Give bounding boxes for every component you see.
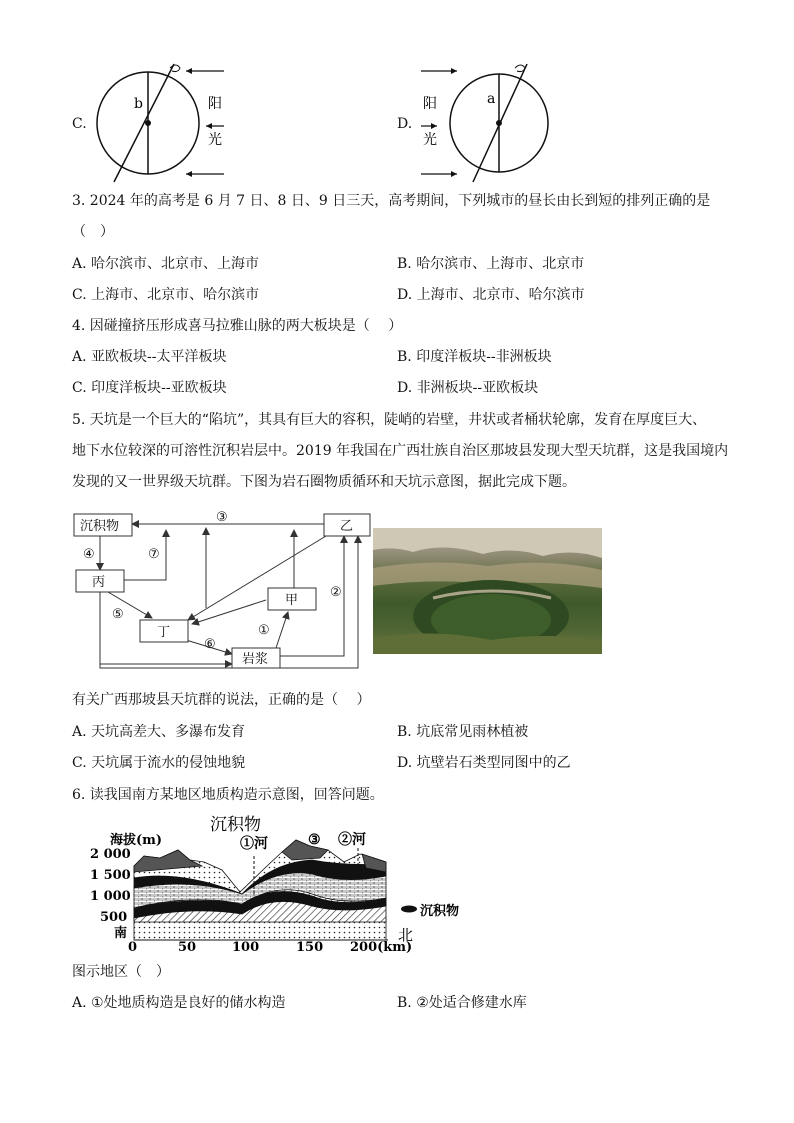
q5-option-b[interactable]: B. 坑底常见雨林植被 bbox=[397, 724, 529, 740]
label-ding: 丁 bbox=[157, 625, 171, 640]
river-1-label: ①河 bbox=[240, 836, 268, 852]
q6-option-b[interactable]: B. ②处适合修建水库 bbox=[397, 995, 527, 1011]
q3-option-b[interactable]: B. 哈尔滨市、上海市、北京市 bbox=[397, 256, 585, 272]
label-jia: 甲 bbox=[285, 593, 299, 608]
q3-option-d[interactable]: D. 上海市、北京市、哈尔滨市 bbox=[397, 287, 585, 303]
xtick-100: 100 bbox=[232, 940, 260, 955]
option-c-letter: C. bbox=[72, 116, 87, 132]
south-label: 南 bbox=[114, 926, 128, 941]
sunlight-label-2: 光 bbox=[208, 132, 222, 148]
num-4: ④ bbox=[83, 547, 95, 562]
sediment-title: 沉积物 bbox=[210, 815, 261, 835]
q6-option-a[interactable]: A. ①处地质构造是良好的储水构造 bbox=[72, 995, 286, 1011]
sunlight-label-2: 光 bbox=[423, 132, 437, 148]
q3-option-c[interactable]: C. 上海市、北京市、哈尔滨市 bbox=[72, 287, 260, 303]
q4-stem: 4. 因碰撞挤压形成喜马拉雅山脉的两大板块是（ ） bbox=[72, 318, 403, 334]
option-d-letter: D. bbox=[397, 116, 413, 132]
num-3: ③ bbox=[216, 510, 228, 525]
q5-question: 有关广西那坡县天坑群的说法，正确的是（ ） bbox=[72, 692, 371, 708]
peak-3-label: ③ bbox=[308, 832, 321, 848]
q6-question: 图示地区（ ） bbox=[72, 964, 170, 980]
num-1: ① bbox=[258, 623, 270, 638]
q5-line-2: 地下水位较深的可溶性沉积岩层中。2019 年我国在广西壮族自治区那坡县发现大型天坑群，这是我国境内 bbox=[72, 443, 729, 459]
ytick-2000: 2 000 bbox=[90, 847, 131, 862]
q4-option-d[interactable]: D. 非洲板块--亚欧板块 bbox=[397, 380, 539, 396]
q4-option-c[interactable]: C. 印度洋板块--亚欧板块 bbox=[72, 380, 227, 396]
xtick-50: 50 bbox=[178, 940, 197, 955]
q6-stem: 6. 读我国南方某地区地质构造示意图，回答问题。 bbox=[72, 787, 384, 803]
q5-line-3: 发现的又一世界级天坑群。下图为岩石圈物质循环和天坑示意图，据此完成下题。 bbox=[72, 474, 576, 490]
legend-label: 沉积物 bbox=[420, 904, 460, 919]
legend-swatch bbox=[401, 906, 417, 913]
num-2: ② bbox=[330, 585, 342, 600]
xtick-200: 200(km) bbox=[350, 940, 413, 955]
q5-option-c[interactable]: C. 天坑属于流水的侵蚀地貌 bbox=[72, 755, 246, 771]
axis-label-a: a bbox=[487, 91, 496, 107]
sunlight-label-1: 阳 bbox=[208, 96, 222, 112]
num-7: ⑦ bbox=[148, 547, 160, 562]
label-bing: 丙 bbox=[92, 575, 106, 590]
sunlight-label-1: 阳 bbox=[423, 96, 437, 112]
ytick-1500: 1 500 bbox=[90, 868, 131, 883]
q5-line-1: 5. 天坑是一个巨大的“陷坑”，其具有巨大的容积，陡峭的岩壁，井状或者桶状轮廓，发育在厚度巨大、 bbox=[72, 412, 707, 428]
q5-option-d[interactable]: D. 坑壁岩石类型同图中的乙 bbox=[397, 755, 571, 771]
xtick-0: 0 bbox=[128, 940, 138, 955]
q3-blank: （ ） bbox=[72, 224, 114, 240]
geologic-section-figure bbox=[82, 810, 472, 955]
num-6: ⑥ bbox=[204, 637, 216, 652]
rock-cycle-diagram bbox=[68, 508, 374, 672]
label-yi: 乙 bbox=[340, 519, 354, 534]
q3-stem: 3. 2024 年的高考是 6 月 7 日、8 日、9 日三天，高考期间，下列城市的昼长由长到短的排列正确的是 bbox=[72, 193, 711, 209]
north-label: 北 bbox=[398, 926, 414, 944]
axis-label-b: b bbox=[134, 96, 143, 112]
q4-option-a[interactable]: A. 亚欧板块--太平洋板块 bbox=[72, 349, 227, 365]
ytick-500: 500 bbox=[100, 910, 128, 925]
num-5: ⑤ bbox=[112, 607, 124, 622]
y-axis-label: 海拔(m) bbox=[110, 833, 163, 848]
xtick-150: 150 bbox=[296, 940, 324, 955]
q3-option-a[interactable]: A. 哈尔滨市、北京市、上海市 bbox=[72, 256, 260, 272]
label-sediment: 沉积物 bbox=[80, 519, 120, 534]
ytick-1000: 1 000 bbox=[90, 889, 131, 904]
q5-option-a[interactable]: A. 天坑高差大、多瀑布发育 bbox=[72, 724, 246, 740]
tiankeng-photo bbox=[373, 528, 602, 654]
river-2-label: ②河 bbox=[338, 832, 366, 848]
q4-option-b[interactable]: B. 印度洋板块--非洲板块 bbox=[397, 349, 552, 365]
globe-diagram-c bbox=[88, 58, 238, 188]
globe-diagram-d bbox=[415, 58, 565, 188]
label-magma: 岩浆 bbox=[242, 652, 269, 667]
